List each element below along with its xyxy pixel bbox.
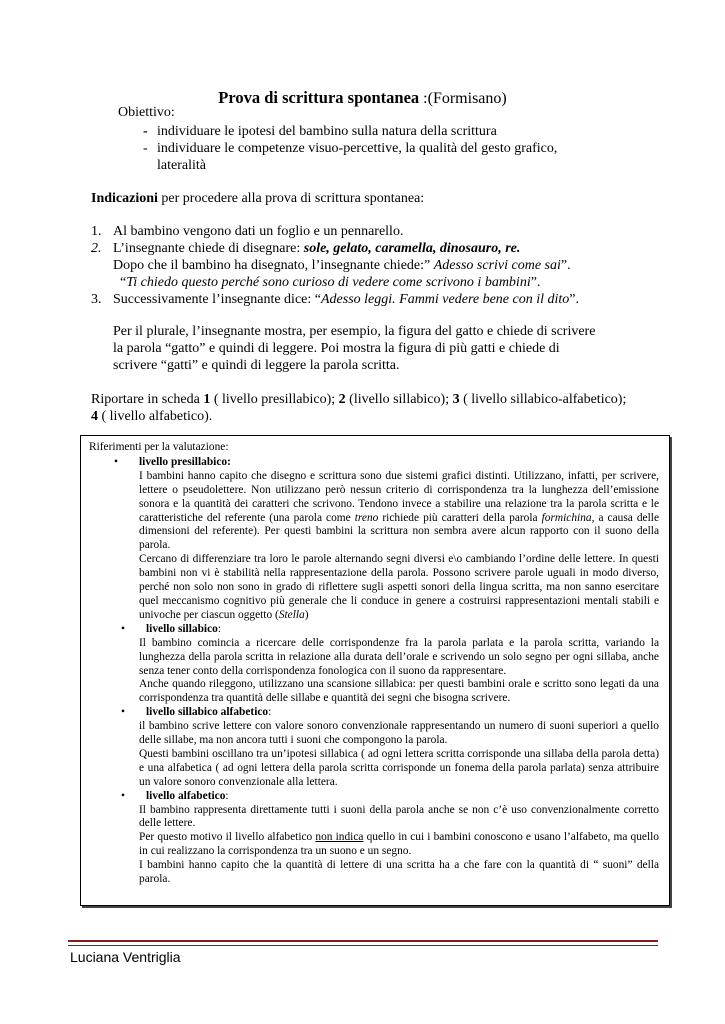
level-title: livello alfabetico [146,789,226,802]
title-suffix: :(Formisano) [419,90,507,107]
bullet-icon: • [121,789,125,802]
objective-item: - individuare le ipotesi del bambino sulla natura della scrittura [143,124,497,139]
bullet-icon: • [121,622,125,635]
objective-list [143,123,557,174]
box-header: Riferimenti per la valutazione: [89,441,229,453]
indications-heading: Indicazioni per procedere alla prova di scrittura spontanea: [91,191,425,206]
level-title: livello sillabico alfabetico [146,706,269,719]
level-title: livello presillabico: [139,455,231,468]
level-sillabico: • livello sillabico: [121,622,221,635]
level-title: livello sillabico [146,622,218,635]
objective-item-text: individuare le ipotesi del bambino sulla natura della scrittura [157,124,497,139]
level-text: Il bambino comincia a ricercare delle corrispondenze fra la parola parlata e la parola scritta, variando la lunghezza della parola scritta in relazione alla durata dell’orale e scrivendo un solo segno per ogni sillaba, anche senza tener conto della corrispondenza fonologica con il suono da rappresentare. [139,636,659,677]
objective-item-cont: lateralità [157,158,206,173]
level-text: Per questo motivo il livello alfabetico non indica quello in cui i bambini conoscono e usano l’alfabeto, ma quello in cui realizzano la corrispondenza tra un suono e un segno. [139,831,659,858]
objective-item-text: individuare le competenze visuo-percettive, la qualità del gesto grafico, [157,141,558,156]
level-text: I bambini hanno capito che la quantità di lettere di una scritta ha a che fare con la quantità di “ suoni” della parola. [139,859,659,886]
level-text: I bambini hanno capito che disegno e scrittura sono due sistemi grafici distinti. Utilizzano, infatti, per scrivere, lettere o pseudolettere. Non utilizzano però nessun criterio di corrispondenza tra la lunghezza dell’emissione sonora e la quantità dei caratteri che scrivono. Tendono invece a stabilire una relazione tra la parola scritta e le caratteristiche del referente (una parola come treno richiede più caratteri della parola formichina, a causa delle dimensioni del referente). Per questi bambini la scrittura non sembra avere alcun rapporto con il suono della parola. [139,469,659,552]
step-2-line3: “Ti chiedo questo perché sono curioso di vedere come scrivono i bambini”. [120,275,541,290]
footer-author: Luciana Ventriglia [70,949,181,965]
level-text: Cercano di differenziare tra loro le parole alternando segni diversi e\o cambiando l’ordine delle lettere. In questi bambini non vi è stabilità nella rappresentazione della parola. Possono scrivere parole uguali in modo diverso, perché non solo non sono in grado di riflettere sugli aspetti sonori della lingua scritta, ma non sanno esercitare quel meccanismo cognitivo più generale che li conduce in genere a costruirsi rappresentazioni mentali stabili e univoche per ciascun oggetto (Stella) [139,553,659,621]
level-text: Anche quando rileggono, utilizzano una scansione sillabica: per questi bambini orale e scritto sono legati da una corrispondenza tra quantità delle sillabe e quantità dei segni che bisogna scrivere. [139,678,659,705]
page-title [0,88,725,108]
evaluation-box [80,435,670,906]
objective-label: Obiettivo: [118,105,175,120]
level-presillabico [89,456,659,470]
footer-divider [68,940,658,946]
bullet-icon: • [121,706,125,719]
step-2-line2: Dopo che il bambino ha disegnato, l’insegnante chiede:” Adesso scrivi come sai”. [113,258,571,273]
level-text: Questi bambini oscillano tra un’ipotesi sillabica ( ad ogni lettera scritta corrisponde una sillaba della parola detta) e una alfabetica ( ad ogni lettera della parola scritta corrisponde un fonema della parola parlata) senza attribuire un valore sonoro convenzionale alla lettera. [139,747,659,788]
level-text: Il bambino rappresenta direttamente tutti i suoni della parola anche se non c’è uso convenzionalmente corretto delle lettere. [139,803,659,830]
plural-paragraph: Per il plurale, l’insegnante mostra, per esempio, la figura del gatto e chiede di scrivere la parola “gatto” e quindi di leggere. Poi mostra la figura di più gatti e chiede di scrivere “gatti” e quindi di leggere la parola scritta. [113,324,596,373]
level-alfabetico: • livello alfabetico: [121,789,229,802]
step-2: 2. L’insegnante chiede di disegnare: sole, gelato, caramella, dinosauro, re. [91,241,521,256]
bullet-icon: • [114,455,118,468]
level-text: il bambino scrive lettere con valore sonoro convenzionale rappresentando un numero di suoni superiori a quello delle sillabe, ma non ancora tutti i suoni che compongono la parola. [139,720,659,747]
step-1: 1. Al bambino vengono dati un foglio e un pennarello. [91,224,404,239]
steps-list [91,223,671,308]
report-paragraph: Riportare in scheda 1 ( livello presillabico); 2 (livello sillabico); 3 ( livello sillabico-alfabetico); 4 ( livello alfabetico). [91,392,627,424]
objective-item: - individuare le competenze visuo-percettive, la qualità del gesto grafico, [143,141,558,156]
level-sillabico-alfabetico: • livello sillabico alfabetico: [121,706,272,719]
title-bold: Prova di scrittura spontanea [218,88,420,107]
step-3: 3. Successivamente l’insegnante dice: “Adesso leggi. Fammi vedere bene con il dito”. [91,292,580,307]
